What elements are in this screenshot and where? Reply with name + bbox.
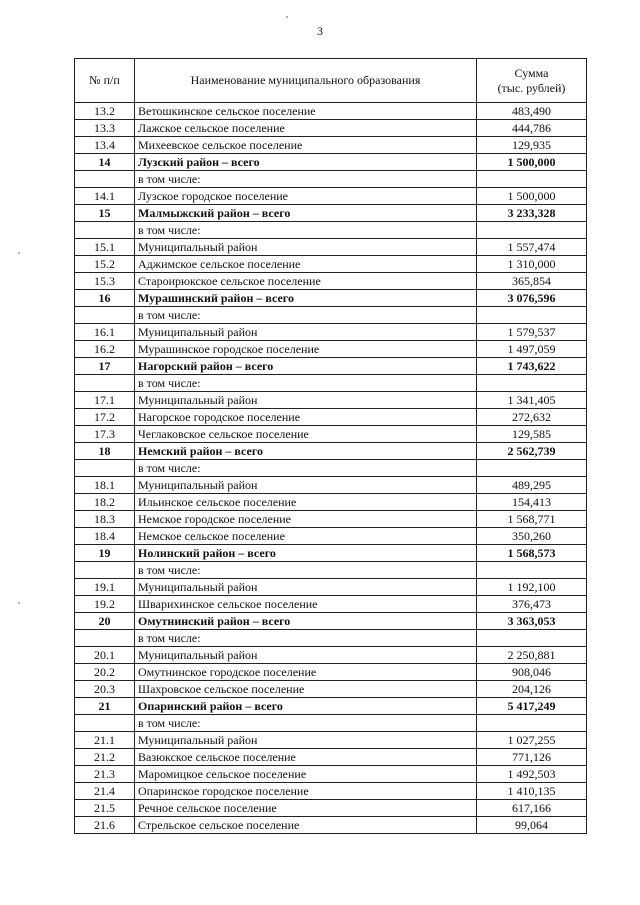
header-sum-title: Сумма (514, 65, 549, 80)
table-row (75, 766, 587, 783)
table-row (75, 800, 587, 817)
row-name: в том числе: (135, 171, 477, 188)
table-row (75, 783, 587, 800)
row-number: 21.5 (75, 800, 135, 817)
row-sum: 129,935 (477, 137, 587, 154)
row-sum: 1 557,474 (477, 239, 587, 256)
row-sum (477, 715, 587, 732)
row-sum: 1 500,000 (477, 154, 587, 171)
table-row-total (75, 443, 587, 460)
row-number: 19 (75, 545, 135, 562)
table-row (75, 579, 587, 596)
row-name: в том числе: (135, 715, 477, 732)
row-number: 21 (75, 698, 135, 715)
row-number: 21.4 (75, 783, 135, 800)
row-sum (477, 375, 587, 392)
table-body (75, 103, 587, 834)
table-row (75, 341, 587, 358)
row-sum: 1 568,771 (477, 511, 587, 528)
row-sum: 365,854 (477, 273, 587, 290)
row-number (75, 715, 135, 732)
row-name: Нагорский район – всего (135, 358, 477, 375)
row-name: Нагорское городское поселение (135, 409, 477, 426)
table-row (75, 307, 587, 324)
row-name: в том числе: (135, 562, 477, 579)
row-name: Муниципальный район (135, 239, 477, 256)
row-sum: 1 743,622 (477, 358, 587, 375)
row-sum: 1 410,135 (477, 783, 587, 800)
row-name: Аджимское сельское поселение (135, 256, 477, 273)
table-row (75, 562, 587, 579)
row-number (75, 222, 135, 239)
table-row-total (75, 545, 587, 562)
table-row (75, 188, 587, 205)
row-number (75, 562, 135, 579)
budget-table (74, 58, 587, 834)
row-sum: 771,126 (477, 749, 587, 766)
table-row (75, 715, 587, 732)
row-sum: 1 341,405 (477, 392, 587, 409)
row-number (75, 171, 135, 188)
row-name: Ветошкинское сельское поселение (135, 103, 477, 120)
row-name: Мурашинский район – всего (135, 290, 477, 307)
row-number: 21.6 (75, 817, 135, 834)
row-sum: 1 579,537 (477, 324, 587, 341)
table-row (75, 817, 587, 834)
row-number: 14.1 (75, 188, 135, 205)
table-row (75, 256, 587, 273)
row-name: в том числе: (135, 307, 477, 324)
row-sum: 1 500,000 (477, 188, 587, 205)
table-row (75, 120, 587, 137)
row-number: 20.3 (75, 681, 135, 698)
row-name: Шварихинское сельское поселение (135, 596, 477, 613)
table-row-total (75, 698, 587, 715)
row-sum (477, 171, 587, 188)
header-name: Наименование муниципального образования (135, 59, 477, 103)
header-row (75, 59, 587, 103)
row-sum (477, 630, 587, 647)
row-name: Лузский район – всего (135, 154, 477, 171)
table-row-total (75, 154, 587, 171)
row-name: Маромицкое сельское поселение (135, 766, 477, 783)
row-name: Стрельское сельское поселение (135, 817, 477, 834)
row-sum: 376,473 (477, 596, 587, 613)
table-row (75, 477, 587, 494)
row-sum: 350,260 (477, 528, 587, 545)
row-name: Опаринское городское поселение (135, 783, 477, 800)
row-sum: 129,585 (477, 426, 587, 443)
row-name: Староирюкское сельское поселение (135, 273, 477, 290)
row-sum: 483,490 (477, 103, 587, 120)
row-number: 18 (75, 443, 135, 460)
row-sum: 1 310,000 (477, 256, 587, 273)
row-name: Лажское сельское поселение (135, 120, 477, 137)
header-number: № п/п (75, 59, 135, 103)
row-number: 16 (75, 290, 135, 307)
row-sum: 3 363,053 (477, 613, 587, 630)
row-name: Немское городское поселение (135, 511, 477, 528)
row-sum: 2 250,881 (477, 647, 587, 664)
row-number: 17.3 (75, 426, 135, 443)
row-sum: 5 417,249 (477, 698, 587, 715)
row-number: 17.1 (75, 392, 135, 409)
table-row (75, 273, 587, 290)
header-sum-unit: (тыс. рублей) (497, 80, 566, 95)
row-name: Муниципальный район (135, 324, 477, 341)
row-sum: 154,413 (477, 494, 587, 511)
table-row-total (75, 205, 587, 222)
row-number: 17.2 (75, 409, 135, 426)
table-row-total (75, 290, 587, 307)
scan-speck (286, 16, 288, 18)
table-row (75, 749, 587, 766)
table-row (75, 596, 587, 613)
row-name: Муниципальный район (135, 732, 477, 749)
table-row (75, 375, 587, 392)
scan-speck (18, 252, 20, 254)
row-number (75, 307, 135, 324)
table-row-total (75, 358, 587, 375)
row-sum (477, 307, 587, 324)
table-row (75, 681, 587, 698)
table-header (75, 59, 587, 103)
header-sum (477, 59, 587, 103)
row-sum: 272,632 (477, 409, 587, 426)
row-number: 14 (75, 154, 135, 171)
row-name: в том числе: (135, 375, 477, 392)
table-row (75, 426, 587, 443)
row-name: Шахровское сельское поселение (135, 681, 477, 698)
row-name: Омутнинский район – всего (135, 613, 477, 630)
table-row (75, 137, 587, 154)
row-number: 18.1 (75, 477, 135, 494)
table-row (75, 239, 587, 256)
row-number: 21.2 (75, 749, 135, 766)
row-sum: 3 233,328 (477, 205, 587, 222)
row-sum: 1 492,503 (477, 766, 587, 783)
row-number (75, 630, 135, 647)
table-row (75, 511, 587, 528)
row-number: 21.1 (75, 732, 135, 749)
row-number (75, 375, 135, 392)
row-sum: 444,786 (477, 120, 587, 137)
row-name: Нолинский район – всего (135, 545, 477, 562)
row-name: Малмыжский район – всего (135, 205, 477, 222)
row-sum: 908,046 (477, 664, 587, 681)
table-row (75, 647, 587, 664)
row-name: Немское сельское поселение (135, 528, 477, 545)
row-name: Ильинское сельское поселение (135, 494, 477, 511)
table-row (75, 409, 587, 426)
row-number: 15.3 (75, 273, 135, 290)
row-number: 20.1 (75, 647, 135, 664)
row-sum: 489,295 (477, 477, 587, 494)
row-sum (477, 460, 587, 477)
row-name: Мурашинское городское поселение (135, 341, 477, 358)
row-number: 21.3 (75, 766, 135, 783)
page-number: 3 (317, 24, 323, 38)
row-name: Речное сельское поселение (135, 800, 477, 817)
row-sum (477, 222, 587, 239)
table-row (75, 460, 587, 477)
row-number: 19.1 (75, 579, 135, 596)
table-row (75, 171, 587, 188)
row-number: 19.2 (75, 596, 135, 613)
table-row (75, 528, 587, 545)
table-row-total (75, 613, 587, 630)
row-number: 16.2 (75, 341, 135, 358)
table-row (75, 630, 587, 647)
row-sum: 1 568,573 (477, 545, 587, 562)
row-name: Вазюкское сельское поселение (135, 749, 477, 766)
row-number (75, 460, 135, 477)
row-number: 13.3 (75, 120, 135, 137)
row-number: 17 (75, 358, 135, 375)
table-row (75, 494, 587, 511)
row-number: 15.2 (75, 256, 135, 273)
row-name: в том числе: (135, 460, 477, 477)
row-name: в том числе: (135, 630, 477, 647)
row-sum: 1 192,100 (477, 579, 587, 596)
table-row (75, 732, 587, 749)
row-sum: 2 562,739 (477, 443, 587, 460)
row-name: в том числе: (135, 222, 477, 239)
row-name: Муниципальный район (135, 647, 477, 664)
row-number: 15 (75, 205, 135, 222)
row-sum: 1 027,255 (477, 732, 587, 749)
row-number: 13.4 (75, 137, 135, 154)
table-row (75, 222, 587, 239)
table-row (75, 103, 587, 120)
scan-speck (18, 602, 20, 604)
row-name: Омутнинское городское поселение (135, 664, 477, 681)
row-name: Немский район – всего (135, 443, 477, 460)
row-name: Муниципальный район (135, 392, 477, 409)
row-sum: 3 076,596 (477, 290, 587, 307)
row-number: 18.3 (75, 511, 135, 528)
row-name: Чеглаковское сельское поселение (135, 426, 477, 443)
row-number: 20 (75, 613, 135, 630)
row-name: Лузское городское поселение (135, 188, 477, 205)
table-row (75, 392, 587, 409)
row-name: Муниципальный район (135, 477, 477, 494)
row-number: 13.2 (75, 103, 135, 120)
table-row (75, 664, 587, 681)
row-name: Муниципальный район (135, 579, 477, 596)
row-number: 15.1 (75, 239, 135, 256)
row-name: Опаринский район – всего (135, 698, 477, 715)
table-row (75, 324, 587, 341)
row-sum: 617,166 (477, 800, 587, 817)
row-sum: 99,064 (477, 817, 587, 834)
row-number: 18.4 (75, 528, 135, 545)
row-name: Михеевское сельское поселение (135, 137, 477, 154)
row-sum: 204,126 (477, 681, 587, 698)
row-number: 20.2 (75, 664, 135, 681)
row-sum: 1 497,059 (477, 341, 587, 358)
row-number: 16.1 (75, 324, 135, 341)
row-number: 18.2 (75, 494, 135, 511)
row-sum (477, 562, 587, 579)
